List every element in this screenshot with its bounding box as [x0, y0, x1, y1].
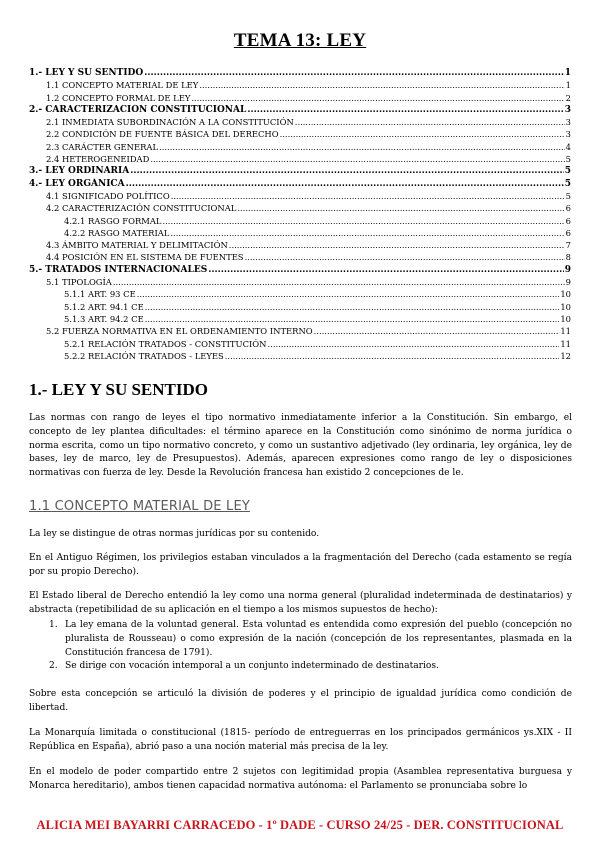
toc-entry-label: 2.1 INMEDIATA SUBORDINACIÓN A LA CONSTITUCIÓN	[46, 117, 294, 128]
paragraph: En el Antiguo Régimen, los privilegios estaban vinculados a la fragmentación del Derecho (cada estamento se regía por su propio Derecho).	[29, 553, 572, 577]
toc-entry-label: 4.1 SIGNIFICADO POLÍTICO	[46, 190, 170, 201]
document-title: TEMA 13: LEY	[233, 30, 367, 51]
list-number: 1.	[49, 620, 58, 630]
toc-entry-label: 5.1.2 ART. 94.1 CE	[64, 301, 144, 312]
intro-paragraph: Las normas con rango de leyes el tipo normativo inmediatamente inferior a la Constitución. Sin embargo, el concepto de ley plantea dificultades: el término aparece en la Constitución como sinónimo de norma jurídica o norma escrita, como un tipo normativo concreto, y como un sustantivo adjetivado (ley ordinaria, ley orgánica, ley de bases, ley de marco, ley de Presupuestos). Además, aparecen expresiones como rango de ley o disposiciones normativas con fuerza de ley. Desde la Revolución francesa han existido 2 concepciones de le.	[29, 413, 572, 479]
toc-entry-label: 5.1 TIPOLOGÍA	[46, 277, 112, 288]
toc-entry[interactable]	[29, 190, 571, 202]
toc-leader-dots	[268, 338, 560, 350]
toc-leader-dots	[229, 239, 565, 251]
toc-entry-label: 1.2 CONCEPTO FORMAL DE LEY	[46, 92, 191, 103]
list-item-text: La ley emana de la voluntad general. Esta voluntad es entendida como expresión del pueblo (concepción no pluralista de Rousseau) o como expresión de la nación (concepción de los representantes, plasmada en la Constitución francesa de 1791).	[65, 620, 572, 658]
toc-entry-label: 2.3 CARÁCTER GENERAL	[46, 141, 159, 152]
toc-page-number: 11	[560, 326, 571, 337]
numbered-list	[29, 619, 572, 674]
toc-entry-label: 1.1 CONCEPTO MATERIAL DE LEY	[46, 80, 199, 91]
toc-page-number: 12	[560, 350, 571, 361]
toc-leader-dots	[130, 165, 564, 177]
list-item-text: Se dirige con vocación intemporal a un conjunto indeterminado de destinatarios.	[65, 661, 439, 672]
toc-entry[interactable]	[29, 67, 571, 79]
list-item	[29, 619, 572, 660]
paragraph: La ley se distingue de otras normas jurídicas por su contenido.	[29, 529, 320, 539]
toc-leader-dots	[137, 288, 560, 300]
toc-entry[interactable]	[29, 92, 571, 104]
toc-entry-label: 4.4 POSICIÓN EN EL SISTEMA DE FUENTES	[46, 252, 244, 263]
toc-page-number: 5	[565, 154, 571, 165]
toc-entry-label: 5.2 FUERZA NORMATIVA EN EL ORDENAMIENTO INTERNO	[46, 326, 313, 337]
paragraph: En el modelo de poder compartido entre 2 sujetos con legitimidad propia (Asamblea representativa burguesa y Monarca hereditario), ambos tienen capacidad normativa autónoma: el Parlamento se pronunciaba sobre lo	[29, 767, 572, 791]
toc-page-number: 10	[560, 313, 571, 324]
toc-page-number: 10	[560, 301, 571, 312]
toc-entry-label: 5.1.1 ART. 93 CE	[64, 289, 136, 300]
toc-page-number: 9	[565, 277, 571, 288]
toc-page-number: 6	[565, 203, 571, 214]
toc-entry-label: 4.3 ÁMBITO MATERIAL Y DELIMITACIÓN	[46, 240, 228, 251]
toc-entry-label: 1.- LEY Y SU SENTIDO	[29, 68, 144, 78]
toc-entry[interactable]	[29, 288, 571, 300]
toc-entry[interactable]	[29, 202, 571, 214]
toc-page-number: 9	[564, 264, 571, 275]
toc-page-number: 6	[565, 215, 571, 226]
toc-entry-label: 2.4 HETEROGENEIDAD	[46, 154, 150, 165]
toc-entry[interactable]	[29, 227, 571, 239]
toc-entry[interactable]	[29, 141, 571, 153]
toc-page-number: 8	[565, 252, 571, 263]
toc-page-number: 3	[565, 117, 571, 128]
toc-entry-label: 5.- TRATADOS INTERNACIONALES	[29, 264, 208, 275]
toc-leader-dots	[170, 227, 564, 239]
list-item	[29, 660, 572, 674]
toc-entry[interactable]	[29, 251, 571, 263]
toc-entry-label: 3.- LEY ORDINARIA	[29, 166, 130, 177]
toc-page-number: 11	[560, 338, 571, 349]
toc-entry[interactable]	[29, 313, 571, 325]
toc-leader-dots	[225, 350, 560, 362]
toc-entry[interactable]	[29, 264, 571, 276]
subsection-heading: 1.1 CONCEPTO MATERIAL DE LEY	[29, 499, 251, 514]
toc-page-number: 10	[560, 289, 571, 300]
toc-entry[interactable]	[29, 128, 571, 140]
toc-page-number: 5	[564, 178, 571, 189]
toc-entry[interactable]	[29, 350, 571, 362]
toc-entry[interactable]	[29, 116, 571, 128]
toc-entry-label: 5.2.2 RELACIÓN TRATADOS - LEYES	[64, 350, 224, 361]
toc-leader-dots	[145, 313, 560, 325]
toc-leader-dots	[150, 153, 564, 165]
toc-entry[interactable]	[29, 338, 571, 350]
list-number: 2.	[49, 661, 58, 672]
toc-entry-label: 2.2 CONDICIÓN DE FUENTE BÁSICA DEL DERECHO	[46, 129, 279, 140]
toc-page-number: 5	[564, 166, 571, 177]
toc-entry[interactable]	[29, 178, 571, 190]
toc-page-number: 1	[565, 80, 571, 91]
footer: ALICIA MEI BAYARRI CARRACEDO - 1º DADE - CURSO 24/25 - DER. CONSTITUCIONAL	[36, 818, 564, 832]
toc-leader-dots	[144, 67, 564, 79]
toc-leader-dots	[162, 215, 564, 227]
toc-entry-label: 5.2.1 RELACIÓN TRATADOS - CONSTITUCIÓN	[64, 338, 267, 349]
toc-page-number: 2	[565, 92, 571, 103]
paragraph: Sobre esta concepción se articuló la división de poderes y el principio de igualdad jurídica como condición de libertad.	[29, 689, 572, 713]
toc-leader-dots	[159, 141, 565, 153]
section-heading: 1.- LEY Y SU SENTIDO	[29, 380, 209, 399]
toc-entry[interactable]	[29, 325, 571, 337]
toc-entry-label: 4.2.2 RASGO MATERIAL	[64, 227, 170, 238]
toc-leader-dots	[295, 116, 565, 128]
toc-entry[interactable]	[29, 165, 571, 177]
toc-entry[interactable]	[29, 215, 571, 227]
toc-leader-dots	[171, 190, 565, 202]
toc-page-number: 4	[565, 141, 571, 152]
toc-leader-dots	[208, 264, 564, 276]
toc-leader-dots	[314, 325, 560, 337]
toc-leader-dots	[145, 301, 560, 313]
toc-entry-label: 4.2 CARACTERIZACIÓN CONSTITUCIONAL	[46, 203, 237, 214]
paragraph: El Estado liberal de Derecho entendió la ley como una norma general (pluralidad indeterminada de destinatarios) y abstracta (repetibilidad de su aplicación en el tiempo a los mismos supuestos de hecho):	[29, 591, 572, 615]
toc-entry[interactable]	[29, 276, 571, 288]
toc-entry[interactable]	[29, 79, 571, 91]
toc-page-number: 6	[565, 227, 571, 238]
toc-entry[interactable]	[29, 104, 571, 116]
toc-leader-dots	[199, 79, 564, 91]
toc-entry-label: 4.- LEY ORGÁNICA	[29, 178, 125, 189]
toc-leader-dots	[126, 178, 564, 190]
toc-entry-label: 5.1.3 ART. 94.2 CE	[64, 313, 144, 324]
toc-leader-dots	[191, 92, 564, 104]
toc-entry-label: 2.- CARACTERIZACIÓN CONSTITUCIONAL	[29, 104, 247, 115]
toc-page-number: 7	[565, 240, 571, 251]
toc-page-number: 3	[565, 129, 571, 140]
paragraph: La Monarquía limitada o constitucional (1815- período de entreguerras en los principados germánicos ys.XIX - II República en España), abrió paso a una noción material más precisa de la ley.	[29, 728, 572, 752]
toc-leader-dots	[247, 104, 563, 116]
toc-leader-dots	[113, 276, 565, 288]
toc-page-number: 3	[564, 104, 571, 115]
toc-entry[interactable]	[29, 239, 571, 251]
table-of-contents	[29, 67, 571, 362]
toc-leader-dots	[280, 128, 565, 140]
toc-entry[interactable]	[29, 153, 571, 165]
toc-page-number: 5	[565, 190, 571, 201]
toc-entry[interactable]	[29, 301, 571, 313]
toc-page-number: 1	[564, 68, 571, 78]
toc-leader-dots	[245, 251, 565, 263]
toc-leader-dots	[237, 202, 564, 214]
toc-entry-label: 4.2.1 RASGO FORMAL	[64, 215, 162, 226]
